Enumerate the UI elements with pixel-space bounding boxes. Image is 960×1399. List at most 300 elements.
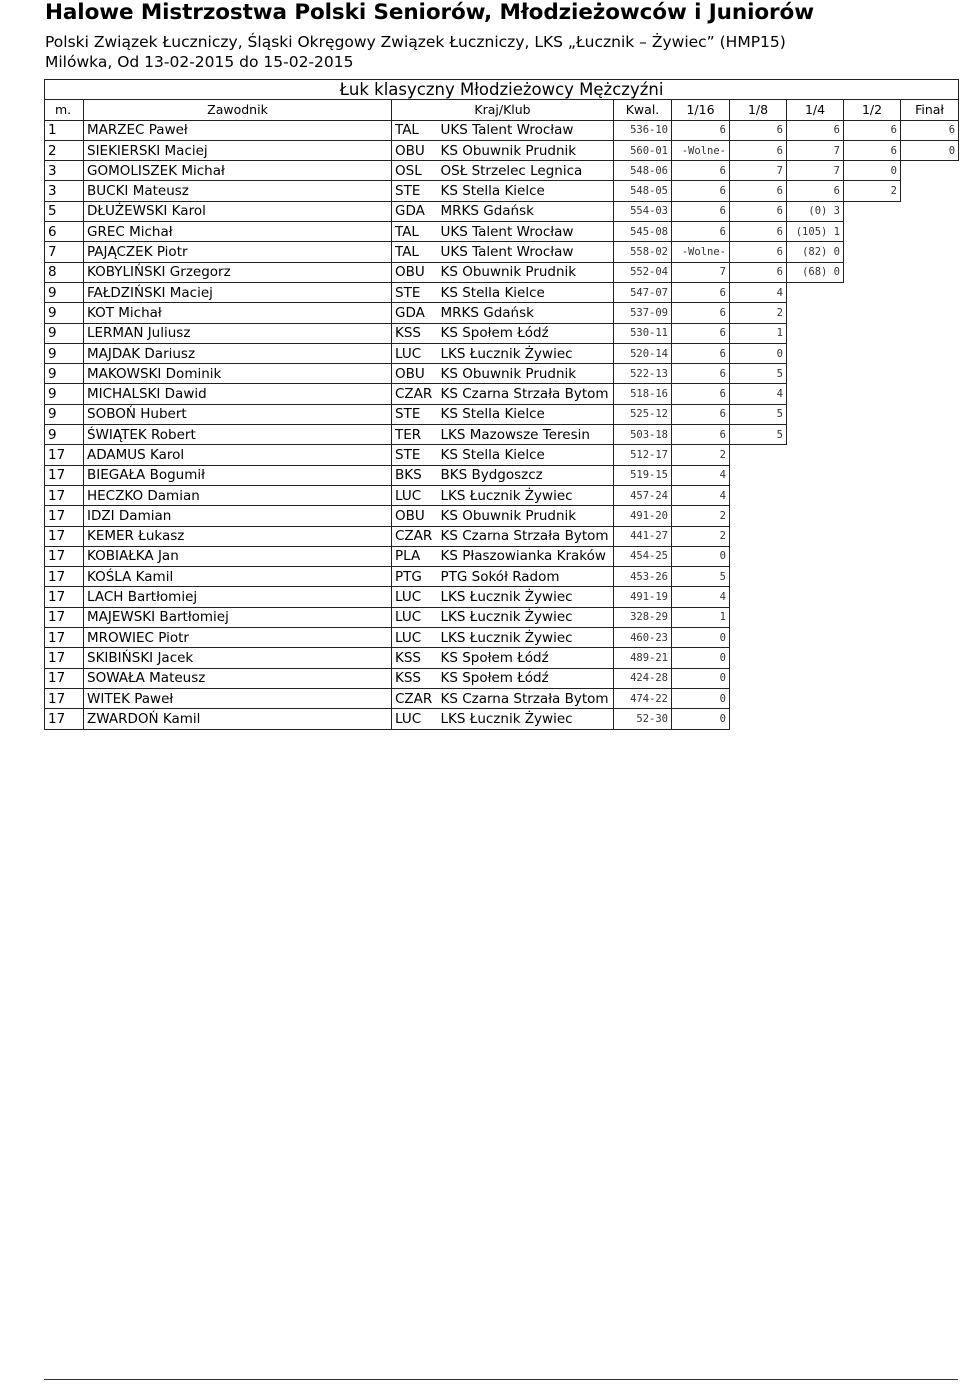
match-score: (82) 0	[787, 242, 844, 262]
country-code: TAL	[392, 242, 438, 262]
qualification-score: 518-16	[614, 384, 672, 404]
empty-cell	[787, 506, 844, 526]
athlete-name: MAJEWSKI Bartłomiej	[84, 607, 392, 627]
qualification-score: 474-22	[614, 688, 672, 708]
empty-cell	[787, 384, 844, 404]
country-code: CZAR	[392, 526, 438, 546]
qualification-score: 512-17	[614, 445, 672, 465]
match-score: (68) 0	[787, 262, 844, 282]
athlete-name: SOWAŁA Mateusz	[84, 668, 392, 688]
club-name: OSŁ Strzelec Legnica	[438, 161, 614, 181]
match-score: 0	[672, 648, 730, 668]
rank-cell: 17	[45, 445, 84, 465]
match-score: 0	[672, 668, 730, 688]
location-dates: Milówka, Od 13-02-2015 do 15-02-2015	[45, 53, 354, 71]
empty-cell	[844, 404, 901, 424]
table-row	[45, 709, 959, 729]
empty-cell	[730, 546, 787, 566]
country-code: PTG	[392, 567, 438, 587]
empty-cell	[844, 506, 901, 526]
table-row	[45, 587, 959, 607]
empty-cell	[901, 242, 959, 262]
empty-cell	[844, 343, 901, 363]
empty-cell	[901, 485, 959, 505]
country-code: OSL	[392, 161, 438, 181]
category-title: Łuk klasyczny Młodzieżowcy Mężczyźni	[45, 80, 959, 100]
empty-cell	[901, 587, 959, 607]
col-header-final: Finał	[901, 100, 959, 120]
organizers: Polski Związek Łuczniczy, Śląski Okręgowy Związek Łuczniczy, LKS „Łucznik – Żywiec” (HMP15)	[45, 33, 786, 51]
empty-cell	[901, 201, 959, 221]
match-score: 0	[730, 343, 787, 363]
club-name: PTG Sokół Radom	[438, 567, 614, 587]
empty-cell	[787, 364, 844, 384]
athlete-name: GREC Michał	[84, 222, 392, 242]
table-row	[45, 343, 959, 363]
athlete-name: MROWIEC Piotr	[84, 628, 392, 648]
rank-cell: 17	[45, 485, 84, 505]
column-header-row	[45, 100, 959, 120]
table-row	[45, 140, 959, 160]
match-score: 6	[672, 404, 730, 424]
athlete-name: SIEKIERSKI Maciej	[84, 140, 392, 160]
table-row	[45, 384, 959, 404]
match-score: 6	[672, 181, 730, 201]
empty-cell	[844, 688, 901, 708]
table-row	[45, 668, 959, 688]
empty-cell	[787, 303, 844, 323]
athlete-name: MAKOWSKI Dominik	[84, 364, 392, 384]
qualification-score: 558-02	[614, 242, 672, 262]
match-score: 6	[901, 120, 959, 140]
col-header-club: Kraj/Klub	[392, 100, 614, 120]
empty-cell	[844, 526, 901, 546]
empty-cell	[787, 628, 844, 648]
empty-cell	[844, 201, 901, 221]
table-row	[45, 404, 959, 424]
rank-cell: 9	[45, 303, 84, 323]
athlete-name: ADAMUS Karol	[84, 445, 392, 465]
qualification-score: 548-06	[614, 161, 672, 181]
club-name: LKS Łucznik Żywiec	[438, 587, 614, 607]
empty-cell	[844, 668, 901, 688]
athlete-name: DŁUŻEWSKI Karol	[84, 201, 392, 221]
rank-cell: 17	[45, 628, 84, 648]
country-code: CZAR	[392, 688, 438, 708]
qualification-score: 454-25	[614, 546, 672, 566]
rank-cell: 8	[45, 262, 84, 282]
empty-cell	[730, 485, 787, 505]
table-row	[45, 364, 959, 384]
match-score: 6	[730, 242, 787, 262]
table-row	[45, 303, 959, 323]
country-code: PLA	[392, 546, 438, 566]
match-score: 6	[672, 425, 730, 445]
rank-cell: 17	[45, 546, 84, 566]
club-name: KS Społem Łódź	[438, 668, 614, 688]
qualification-score: 537-09	[614, 303, 672, 323]
qualification-score: 424-28	[614, 668, 672, 688]
table-row	[45, 201, 959, 221]
club-name: UKS Talent Wrocław	[438, 222, 614, 242]
table-row	[45, 181, 959, 201]
empty-cell	[787, 323, 844, 343]
athlete-name: KOŚLA Kamil	[84, 567, 392, 587]
match-score: 0	[672, 688, 730, 708]
club-name: KS Czarna Strzała Bytom	[438, 688, 614, 708]
empty-cell	[844, 648, 901, 668]
qualification-score: 491-20	[614, 506, 672, 526]
table-row	[45, 546, 959, 566]
country-code: LUC	[392, 587, 438, 607]
empty-cell	[901, 181, 959, 201]
match-score: 6	[672, 161, 730, 181]
rank-cell: 17	[45, 668, 84, 688]
rank-cell: 9	[45, 384, 84, 404]
empty-cell	[730, 709, 787, 729]
empty-cell	[730, 567, 787, 587]
club-name: KS Społem Łódź	[438, 323, 614, 343]
club-name: KS Stella Kielce	[438, 181, 614, 201]
match-score: 7	[787, 161, 844, 181]
athlete-name: KOBYLIŃSKI Grzegorz	[84, 262, 392, 282]
match-score: 6	[787, 120, 844, 140]
page-title: Halowe Mistrzostwa Polski Seniorów, Młodzieżowców i Juniorów	[45, 0, 814, 25]
empty-cell	[844, 546, 901, 566]
empty-cell	[730, 607, 787, 627]
empty-cell	[901, 648, 959, 668]
qualification-score: 503-18	[614, 425, 672, 445]
empty-cell	[901, 384, 959, 404]
match-score: 6	[672, 343, 730, 363]
match-score: 1	[672, 607, 730, 627]
match-score: 4	[672, 587, 730, 607]
country-code: TER	[392, 425, 438, 445]
club-name: LKS Łucznik Żywiec	[438, 709, 614, 729]
athlete-name: FAŁDZIŃSKI Maciej	[84, 282, 392, 302]
col-header-r2: 1/2	[844, 100, 901, 120]
table-row	[45, 242, 959, 262]
empty-cell	[901, 709, 959, 729]
table-row	[45, 222, 959, 242]
empty-cell	[730, 688, 787, 708]
qualification-score: 536-10	[614, 120, 672, 140]
country-code: LUC	[392, 343, 438, 363]
club-name: MRKS Gdańsk	[438, 201, 614, 221]
qualification-score: 489-21	[614, 648, 672, 668]
club-name: KS Obuwnik Prudnik	[438, 140, 614, 160]
club-name: UKS Talent Wrocław	[438, 120, 614, 140]
empty-cell	[901, 567, 959, 587]
athlete-name: SOBOŃ Hubert	[84, 404, 392, 424]
rank-cell: 2	[45, 140, 84, 160]
qualification-score: 441-27	[614, 526, 672, 546]
rank-cell: 17	[45, 709, 84, 729]
match-score: 6	[730, 201, 787, 221]
country-code: LUC	[392, 709, 438, 729]
rank-cell: 5	[45, 201, 84, 221]
empty-cell	[844, 587, 901, 607]
rank-cell: 3	[45, 161, 84, 181]
country-code: STE	[392, 445, 438, 465]
match-score: 6	[672, 201, 730, 221]
country-code: TAL	[392, 120, 438, 140]
col-header-r4: 1/4	[787, 100, 844, 120]
empty-cell	[901, 364, 959, 384]
col-header-r8: 1/8	[730, 100, 787, 120]
match-score: 7	[672, 262, 730, 282]
empty-cell	[787, 425, 844, 445]
empty-cell	[787, 688, 844, 708]
club-name: UKS Talent Wrocław	[438, 242, 614, 262]
col-header-qual: Kwal.	[614, 100, 672, 120]
athlete-name: IDZI Damian	[84, 506, 392, 526]
qualification-score: 460-23	[614, 628, 672, 648]
match-score: 0	[844, 161, 901, 181]
empty-cell	[901, 506, 959, 526]
empty-cell	[844, 242, 901, 262]
club-name: LKS Łucznik Żywiec	[438, 485, 614, 505]
empty-cell	[787, 648, 844, 668]
country-code: KSS	[392, 648, 438, 668]
qualification-score: 545-08	[614, 222, 672, 242]
match-score: 0	[901, 140, 959, 160]
qualification-score: 491-19	[614, 587, 672, 607]
club-name: KS Obuwnik Prudnik	[438, 262, 614, 282]
qualification-score: 520-14	[614, 343, 672, 363]
rank-cell: 9	[45, 323, 84, 343]
rank-cell: 17	[45, 506, 84, 526]
rank-cell: 9	[45, 425, 84, 445]
rank-cell: 17	[45, 526, 84, 546]
athlete-name: LACH Bartłomiej	[84, 587, 392, 607]
rank-cell: 9	[45, 282, 84, 302]
rank-cell: 17	[45, 607, 84, 627]
country-code: BKS	[392, 465, 438, 485]
match-score: 5	[672, 567, 730, 587]
match-score: 2	[672, 526, 730, 546]
qualification-score: 547-07	[614, 282, 672, 302]
match-score: 6	[672, 222, 730, 242]
table-row	[45, 506, 959, 526]
match-score: 6	[787, 181, 844, 201]
empty-cell	[787, 485, 844, 505]
qualification-score: 560-01	[614, 140, 672, 160]
athlete-name: ŚWIĄTEK Robert	[84, 425, 392, 445]
match-score: (0) 3	[787, 201, 844, 221]
table-row	[45, 567, 959, 587]
athlete-name: ZWARDOŃ Kamil	[84, 709, 392, 729]
match-score: (105) 1	[787, 222, 844, 242]
empty-cell	[844, 485, 901, 505]
qualification-score: 525-12	[614, 404, 672, 424]
empty-cell	[787, 282, 844, 302]
results-body	[45, 120, 959, 729]
qualification-score: 522-13	[614, 364, 672, 384]
empty-cell	[730, 587, 787, 607]
table-row	[45, 526, 959, 546]
table-row	[45, 688, 959, 708]
athlete-name: BUCKI Mateusz	[84, 181, 392, 201]
athlete-name: WITEK Paweł	[84, 688, 392, 708]
match-score: 6	[672, 364, 730, 384]
country-code: GDA	[392, 303, 438, 323]
qualification-score: 457-24	[614, 485, 672, 505]
rank-cell: 17	[45, 587, 84, 607]
table-row	[45, 648, 959, 668]
empty-cell	[901, 607, 959, 627]
empty-cell	[730, 445, 787, 465]
empty-cell	[844, 465, 901, 485]
match-score: 6	[672, 282, 730, 302]
empty-cell	[787, 445, 844, 465]
club-name: BKS Bydgoszcz	[438, 465, 614, 485]
empty-cell	[787, 587, 844, 607]
table-row	[45, 161, 959, 181]
qualification-score: 328-29	[614, 607, 672, 627]
club-name: LKS Łucznik Żywiec	[438, 343, 614, 363]
country-code: TAL	[392, 222, 438, 242]
match-score: 5	[730, 425, 787, 445]
table-row	[45, 485, 959, 505]
empty-cell	[787, 526, 844, 546]
match-score: 7	[730, 161, 787, 181]
empty-cell	[901, 303, 959, 323]
rank-cell: 3	[45, 181, 84, 201]
match-score: 0	[672, 709, 730, 729]
rank-cell: 17	[45, 648, 84, 668]
empty-cell	[844, 282, 901, 302]
rank-cell: 7	[45, 242, 84, 262]
rank-cell: 17	[45, 465, 84, 485]
country-code: LUC	[392, 628, 438, 648]
empty-cell	[901, 688, 959, 708]
match-score: 5	[730, 404, 787, 424]
empty-cell	[901, 628, 959, 648]
empty-cell	[730, 526, 787, 546]
match-score: 0	[672, 546, 730, 566]
table-row	[45, 120, 959, 140]
country-code: CZAR	[392, 384, 438, 404]
athlete-name: BIEGAŁA Bogumił	[84, 465, 392, 485]
athlete-name: LERMAN Juliusz	[84, 323, 392, 343]
country-code: KSS	[392, 323, 438, 343]
club-name: KS Stella Kielce	[438, 404, 614, 424]
country-code: OBU	[392, 364, 438, 384]
athlete-name: GOMOLISZEK Michał	[84, 161, 392, 181]
match-score: 4	[730, 282, 787, 302]
empty-cell	[844, 709, 901, 729]
rank-cell: 1	[45, 120, 84, 140]
empty-cell	[787, 343, 844, 363]
table-row	[45, 628, 959, 648]
empty-cell	[787, 709, 844, 729]
table-row	[45, 607, 959, 627]
match-score: 6	[730, 262, 787, 282]
empty-cell	[901, 546, 959, 566]
athlete-name: KEMER Łukasz	[84, 526, 392, 546]
athlete-name: KOT Michał	[84, 303, 392, 323]
qualification-score: 530-11	[614, 323, 672, 343]
empty-cell	[901, 445, 959, 465]
rank-cell: 9	[45, 404, 84, 424]
athlete-name: SKIBIŃSKI Jacek	[84, 648, 392, 668]
club-name: KS Obuwnik Prudnik	[438, 506, 614, 526]
empty-cell	[844, 222, 901, 242]
rank-cell: 9	[45, 343, 84, 363]
empty-cell	[844, 567, 901, 587]
club-name: KS Czarna Strzała Bytom	[438, 526, 614, 546]
table-row	[45, 425, 959, 445]
empty-cell	[787, 404, 844, 424]
qualification-score: 52-30	[614, 709, 672, 729]
col-header-athlete: Zawodnik	[84, 100, 392, 120]
club-name: KS Czarna Strzała Bytom	[438, 384, 614, 404]
match-score: 6	[672, 303, 730, 323]
empty-cell	[844, 384, 901, 404]
qualification-score: 552-04	[614, 262, 672, 282]
athlete-name: MAJDAK Dariusz	[84, 343, 392, 363]
match-score: 4	[730, 384, 787, 404]
club-name: LKS Mazowsze Teresin	[438, 425, 614, 445]
empty-cell	[901, 668, 959, 688]
empty-cell	[901, 404, 959, 424]
table-row	[45, 445, 959, 465]
empty-cell	[844, 445, 901, 465]
athlete-name: KOBIAŁKA Jan	[84, 546, 392, 566]
table-row	[45, 262, 959, 282]
empty-cell	[901, 282, 959, 302]
qualification-score: 548-05	[614, 181, 672, 201]
club-name: KS Obuwnik Prudnik	[438, 364, 614, 384]
qualification-score: 519-15	[614, 465, 672, 485]
qualification-score: 453-26	[614, 567, 672, 587]
match-score: -Wolne-	[672, 242, 730, 262]
country-code: STE	[392, 181, 438, 201]
table-row	[45, 282, 959, 302]
empty-cell	[901, 222, 959, 242]
subtitle	[45, 32, 786, 72]
empty-cell	[730, 628, 787, 648]
match-score: 5	[730, 364, 787, 384]
empty-cell	[787, 465, 844, 485]
match-score: 6	[730, 181, 787, 201]
match-score: 7	[787, 140, 844, 160]
match-score: -Wolne-	[672, 140, 730, 160]
match-score: 2	[672, 445, 730, 465]
match-score: 6	[730, 222, 787, 242]
athlete-name: PAJĄCZEK Piotr	[84, 242, 392, 262]
country-code: OBU	[392, 262, 438, 282]
match-score: 6	[844, 140, 901, 160]
club-name: MRKS Gdańsk	[438, 303, 614, 323]
club-name: KS Płaszowianka Kraków	[438, 546, 614, 566]
match-score: 6	[672, 384, 730, 404]
empty-cell	[787, 546, 844, 566]
club-name: KS Stella Kielce	[438, 445, 614, 465]
athlete-name: MICHALSKI Dawid	[84, 384, 392, 404]
empty-cell	[730, 465, 787, 485]
match-score: 4	[672, 485, 730, 505]
empty-cell	[844, 425, 901, 445]
match-score: 4	[672, 465, 730, 485]
match-score: 2	[844, 181, 901, 201]
empty-cell	[901, 425, 959, 445]
rank-cell: 17	[45, 567, 84, 587]
qualification-score: 554-03	[614, 201, 672, 221]
col-header-pos: m.	[45, 100, 84, 120]
empty-cell	[730, 648, 787, 668]
